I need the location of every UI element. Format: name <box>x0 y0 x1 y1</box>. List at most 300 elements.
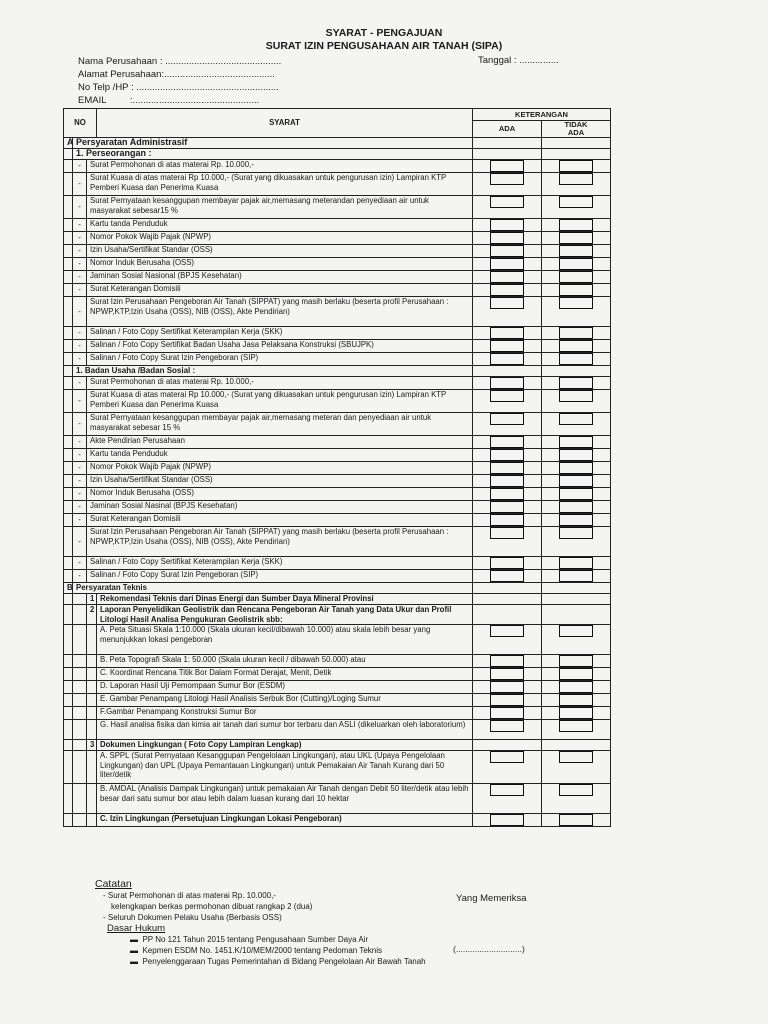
requirement-text: Laporan Penyelidikan Geolistrik dan Rencana Pengeboran Air Tanah yang Data Ukur dan Profil Litologi Hasil Analisa Pengukuran Geolistrik sbb: <box>97 605 473 625</box>
requirement-text: C. Koordinat Rencana Titik Bor Dalam Format Derajat, Menit, Detik <box>97 668 473 681</box>
cell-tidak-ada <box>541 327 610 340</box>
cell-tidak-ada <box>541 196 610 219</box>
checkbox-tidak-ada[interactable] <box>559 681 593 693</box>
requirement-text: Surat Permohonan di atas materai Rp. 10.000,- <box>87 377 473 390</box>
table-row <box>64 196 611 219</box>
checkbox-tidak-ada[interactable] <box>559 258 593 270</box>
checkbox-ada[interactable] <box>490 655 524 667</box>
table-row <box>64 475 611 488</box>
table-row <box>64 258 611 271</box>
checkbox-ada[interactable] <box>490 297 524 309</box>
checkbox-ada[interactable] <box>490 527 524 539</box>
row-dash: - <box>73 527 87 557</box>
law-item: ▬ PP No 121 Tahun 2015 tentang Pengusahaan Sumber Daya Air <box>130 935 369 944</box>
cell-tidak-ada <box>541 366 610 377</box>
checkbox-ada[interactable] <box>490 271 524 283</box>
checkbox-ada[interactable] <box>490 501 524 513</box>
cell-tidak-ada <box>541 462 610 475</box>
page-subtitle: SURAT IZIN PENGUSAHAAN AIR TANAH (SIPA) <box>265 40 503 52</box>
table-row <box>64 390 611 413</box>
row-dash: - <box>73 219 87 232</box>
cell-tidak-ada <box>541 219 610 232</box>
cell-ada <box>472 668 541 681</box>
checkbox-tidak-ada[interactable] <box>559 570 593 582</box>
cell-ada <box>472 327 541 340</box>
checkbox-tidak-ada[interactable] <box>559 514 593 526</box>
requirement-text: Surat Kuasa di atas materai Rp 10.000,- (Surat yang dikuasakan untuk pengurusan izin) Lampiran KTP Pemberi Kuasa dan Penerima Kuasa <box>87 173 473 196</box>
table-row <box>64 232 611 245</box>
catatan-text: Surat Permohonan di atas materai Rp. 10.000,- <box>107 891 276 900</box>
checkbox-ada[interactable] <box>490 196 524 208</box>
row-dash: - <box>73 514 87 527</box>
cell-tidak-ada <box>541 173 610 196</box>
table-row <box>64 557 611 570</box>
item-number: 1 <box>87 594 97 605</box>
catatan-heading: Catatan <box>95 878 132 890</box>
row-dash: - <box>73 160 87 173</box>
cell-ada <box>472 377 541 390</box>
table-row <box>64 668 611 681</box>
checkbox-tidak-ada[interactable] <box>559 271 593 283</box>
checkbox-ada[interactable] <box>490 625 524 637</box>
requirement-text: Surat Keterangan Domisili <box>87 284 473 297</box>
requirement-text: Kartu tanda Penduduk <box>87 219 473 232</box>
header-keterangan: KETERANGAN <box>472 109 610 121</box>
catatan-text: Seluruh Dokumen Pelaku Usaha (Berbasis OSS) <box>107 913 282 922</box>
requirement-text: Rekomendasi Teknis dari Dinas Energi dan Sumber Daya Mineral Provinsi <box>97 594 473 605</box>
row-dash: - <box>73 340 87 353</box>
checkbox-tidak-ada[interactable] <box>559 327 593 339</box>
law-text: Kepmen ESDM No. 1451.K/10/MEM/2000 tentang Pedoman Teknis <box>142 946 382 955</box>
table-row <box>64 501 611 514</box>
checkbox-tidak-ada[interactable] <box>559 284 593 296</box>
cell-tidak-ada <box>541 475 610 488</box>
cell-tidak-ada <box>541 625 610 655</box>
checkbox-tidak-ada[interactable] <box>559 720 593 732</box>
requirement-text: Dokumen Lingkungan ( Foto Copy Lampiran Lengkap) <box>97 740 473 751</box>
header-syarat: SYARAT <box>97 109 473 138</box>
table-row <box>64 655 611 668</box>
checkbox-ada[interactable] <box>490 449 524 461</box>
table-row <box>64 160 611 173</box>
checkbox-tidak-ada[interactable] <box>559 784 593 796</box>
cell-tidak-ada <box>541 740 610 751</box>
requirement-text: Salinan / Foto Copy Sertifikat Badan Usaha Jasa Pelaksana Konstruksi (SBUJPK) <box>87 340 473 353</box>
row-dash: - <box>73 436 87 449</box>
section-row-b <box>64 583 611 594</box>
row-dash: - <box>73 570 87 583</box>
requirement-text: Surat Pernyataan kesanggupan membayar pajak air,memasang meteran dan penyediaan air untuk masyarakat sebesar 15 % <box>87 413 473 436</box>
law-item: ▬ Kepmen ESDM No. 1451.K/10/MEM/2000 tentang Pedoman Teknis <box>130 946 382 955</box>
row-dash: - <box>73 196 87 219</box>
requirement-text: Izin Usaha/Sertifikat Standar (OSS) <box>87 245 473 258</box>
item-number: 2 <box>87 605 97 625</box>
cell-tidak-ada <box>541 138 610 149</box>
checkbox-tidak-ada[interactable] <box>559 694 593 706</box>
checkbox-tidak-ada[interactable] <box>559 219 593 231</box>
checkbox-tidak-ada[interactable] <box>559 557 593 569</box>
cell-ada <box>472 740 541 751</box>
checkbox-tidak-ada[interactable] <box>559 390 593 402</box>
checkbox-ada[interactable] <box>490 814 524 826</box>
group-row <box>64 149 611 160</box>
row-dash: - <box>73 377 87 390</box>
checkbox-ada[interactable] <box>490 219 524 231</box>
requirement-text: Salinan / Foto Copy Sertifikat Keterampilan Kerja (SKK) <box>87 557 473 570</box>
checkbox-ada[interactable] <box>490 413 524 425</box>
row-dash: - <box>73 488 87 501</box>
requirements-table <box>63 108 611 827</box>
checkbox-ada[interactable] <box>490 340 524 352</box>
row-dash: - <box>73 462 87 475</box>
row-dash: - <box>73 232 87 245</box>
section-row-a <box>64 138 611 149</box>
table-row <box>64 488 611 501</box>
checkbox-ada[interactable] <box>490 557 524 569</box>
table-row <box>64 271 611 284</box>
table-row <box>64 707 611 720</box>
cell-ada <box>472 655 541 668</box>
cell-ada <box>472 149 541 160</box>
cell-tidak-ada <box>541 668 610 681</box>
cell-ada <box>472 751 541 784</box>
checkbox-tidak-ada[interactable] <box>559 655 593 667</box>
cell-ada <box>472 462 541 475</box>
header-tidak-ada: TIDAK ADA <box>541 121 610 138</box>
cell-tidak-ada <box>541 681 610 694</box>
row-dash: - <box>73 475 87 488</box>
checkbox-ada[interactable] <box>490 327 524 339</box>
requirement-text: Surat Permohonan di atas materai Rp. 10.000,- <box>87 160 473 173</box>
row-dash: - <box>73 390 87 413</box>
cell-tidak-ada <box>541 390 610 413</box>
table-row <box>64 340 611 353</box>
cell-tidak-ada <box>541 694 610 707</box>
checkbox-ada[interactable] <box>490 488 524 500</box>
cell-ada <box>472 449 541 462</box>
requirement-text: Nomor Pokok Wajib Pajak (NPWP) <box>87 462 473 475</box>
cell-tidak-ada <box>541 707 610 720</box>
checkbox-ada[interactable] <box>490 694 524 706</box>
cell-tidak-ada <box>541 149 610 160</box>
cell-ada <box>472 570 541 583</box>
table-row <box>64 720 611 740</box>
checkbox-ada[interactable] <box>490 707 524 719</box>
checkbox-ada[interactable] <box>490 436 524 448</box>
table-row <box>64 462 611 475</box>
cell-tidak-ada <box>541 605 610 625</box>
dasar-hukum-heading: Dasar Hukum <box>107 923 166 934</box>
row-dash: - <box>73 449 87 462</box>
checkbox-tidak-ada[interactable] <box>559 413 593 425</box>
checkbox-tidak-ada[interactable] <box>559 173 593 185</box>
checkbox-ada[interactable] <box>490 173 524 185</box>
teknis-row <box>64 740 611 751</box>
page-title: SYARAT - PENGAJUAN <box>325 27 443 39</box>
table-row <box>64 694 611 707</box>
checkbox-ada[interactable] <box>490 784 524 796</box>
checkbox-ada[interactable] <box>490 377 524 389</box>
checkbox-ada[interactable] <box>490 668 524 680</box>
table-row <box>64 681 611 694</box>
cell-tidak-ada <box>541 449 610 462</box>
cell-tidak-ada <box>541 501 610 514</box>
requirement-text: Surat Keterangan Domisili <box>87 514 473 527</box>
law-text: Penyelenggaraan Tugas Pemerintahan di Bidang Pengelolaan Air Bawah Tanah <box>142 957 426 966</box>
row-dash: - <box>73 557 87 570</box>
cell-tidak-ada <box>541 258 610 271</box>
cell-tidak-ada <box>541 245 610 258</box>
cell-ada <box>472 720 541 740</box>
requirement-text: Jaminan Sosial Nasinal (BPJS Kesehatan) <box>87 501 473 514</box>
checkbox-tidak-ada[interactable] <box>559 196 593 208</box>
cell-ada <box>472 557 541 570</box>
table-row <box>64 751 611 784</box>
cell-ada <box>472 681 541 694</box>
checkbox-ada[interactable] <box>490 160 524 172</box>
table-row <box>64 814 611 827</box>
checkbox-tidak-ada[interactable] <box>559 475 593 487</box>
signature-line: (............................) <box>453 944 525 954</box>
info-no-telp: No Telp /HP : ...................................................... <box>78 82 279 93</box>
cell-tidak-ada <box>541 160 610 173</box>
table-row <box>64 449 611 462</box>
table-row <box>64 327 611 340</box>
cell-tidak-ada <box>541 413 610 436</box>
section-title: Persyaratan Teknis <box>73 583 473 594</box>
section-title: Persyaratan Administrasif <box>73 138 473 149</box>
row-dash: - <box>73 297 87 327</box>
cell-ada <box>472 814 541 827</box>
cell-ada <box>472 784 541 814</box>
requirement-text: D. Laporan Hasil Uji Pemompaan Sumur Bor (ESDM) <box>97 681 473 694</box>
requirement-text: Surat Izin Perusahaan Pengeboran Air Tanah (SIPPAT) yang masih berlaku (beserta profil Perusahaan : NPWP,KTP,Izin Usaha (OSS), NIB (OSS), Akte Pendirian) <box>87 297 473 327</box>
checkbox-ada[interactable] <box>490 514 524 526</box>
cell-ada <box>472 605 541 625</box>
cell-tidak-ada <box>541 353 610 366</box>
table-row <box>64 219 611 232</box>
table-row <box>64 570 611 583</box>
checkbox-tidak-ada[interactable] <box>559 377 593 389</box>
cell-ada <box>472 594 541 605</box>
table-row <box>64 245 611 258</box>
cell-ada <box>472 527 541 557</box>
table-row <box>64 514 611 527</box>
cell-ada <box>472 245 541 258</box>
row-dash: - <box>73 501 87 514</box>
requirement-text: A. Peta Situasi Skala 1:10.000 (Skala ukuran kecil/dibawah 10.000) atau skala lebih besar yang menunjukkan lokasi pengeboran <box>97 625 473 655</box>
cell-ada <box>472 413 541 436</box>
catatan-item: - Surat Permohonan di atas materai Rp. 10.000,- <box>103 891 276 900</box>
checkbox-ada[interactable] <box>490 720 524 732</box>
section-letter: B <box>64 583 73 594</box>
row-dash: - <box>73 413 87 436</box>
requirement-text: Salinan / Foto Copy Surat Izin Pengeboran (SIP) <box>87 353 473 366</box>
cell-ada <box>472 694 541 707</box>
cell-tidak-ada <box>541 514 610 527</box>
cell-ada <box>472 160 541 173</box>
requirement-text: Surat Kuasa di atas materai Rp 10.000,- (Surat yang dikuasakan untuk pengurusan izin) Lampiran KTP Pemberi Kuasa dan Penerima Kuasa <box>87 390 473 413</box>
checkbox-tidak-ada[interactable] <box>559 462 593 474</box>
checkbox-ada[interactable] <box>490 462 524 474</box>
item-number: 3 <box>87 740 97 751</box>
law-text: PP No 121 Tahun 2015 tentang Pengusahaan Sumber Daya Air <box>142 935 369 944</box>
cell-tidak-ada <box>541 436 610 449</box>
checkbox-ada[interactable] <box>490 245 524 257</box>
cell-ada <box>472 390 541 413</box>
cell-tidak-ada <box>541 814 610 827</box>
cell-ada <box>472 219 541 232</box>
section-letter: A <box>64 138 73 149</box>
table-row <box>64 436 611 449</box>
cell-ada <box>472 138 541 149</box>
cell-tidak-ada <box>541 583 610 594</box>
cell-ada <box>472 340 541 353</box>
row-dash: - <box>73 284 87 297</box>
checkbox-ada[interactable] <box>490 353 524 365</box>
cell-ada <box>472 475 541 488</box>
checkbox-ada[interactable] <box>490 570 524 582</box>
cell-ada <box>472 488 541 501</box>
cell-ada <box>472 284 541 297</box>
checkbox-tidak-ada[interactable] <box>559 625 593 637</box>
checkbox-tidak-ada[interactable] <box>559 449 593 461</box>
cell-ada <box>472 258 541 271</box>
cell-tidak-ada <box>541 784 610 814</box>
cell-ada <box>472 583 541 594</box>
checkbox-ada[interactable] <box>490 475 524 487</box>
row-dash: - <box>73 258 87 271</box>
requirement-text: Nomor Induk Berusaha (OSS) <box>87 258 473 271</box>
cell-tidak-ada <box>541 284 610 297</box>
cell-tidak-ada <box>541 488 610 501</box>
cell-ada <box>472 514 541 527</box>
requirement-text: Surat Izin Perusahaan Pengeboran Air Tanah (SIPPAT) yang masih berlaku (beserta profil Perusahaan : NPWP,KTP,Izin Usaha (OSS), NIB (OSS), Akte Pendirian) <box>87 527 473 557</box>
teknis-row <box>64 605 611 625</box>
requirement-text: Akte Pendirian Perusahaan <box>87 436 473 449</box>
requirement-text: B. Peta Topografi Skala 1: 50.000 (Skala ukuran kecil / dibawah 50.000) atau <box>97 655 473 668</box>
row-dash: - <box>73 245 87 258</box>
checkbox-ada[interactable] <box>490 751 524 763</box>
cell-tidak-ada <box>541 527 610 557</box>
table-row <box>64 784 611 814</box>
requirements-table-body <box>64 109 611 827</box>
table-row <box>64 413 611 436</box>
checkbox-tidak-ada[interactable] <box>559 527 593 539</box>
info-nama-perusahaan: Nama Perusahaan : ............................................ <box>78 56 282 67</box>
checkbox-tidak-ada[interactable] <box>559 814 593 826</box>
requirement-text: A. SPPL (Surat Pernyataan Kesanggupan Pengelolaan Lingkungan), atau UKL (Upaya Pengelolaan Lingkungan) dan UPL (Upaya Pemantauan Lingkungan) untuk Pemakaian Air Tanah Kurang dari 50 liter/detik <box>97 751 473 784</box>
cell-ada <box>472 353 541 366</box>
cell-ada <box>472 436 541 449</box>
cell-ada <box>472 232 541 245</box>
cell-tidak-ada <box>541 720 610 740</box>
checkbox-tidak-ada[interactable] <box>559 232 593 244</box>
requirement-text: Izin Usaha/Sertifikat Standar (OSS) <box>87 475 473 488</box>
cell-ada <box>472 366 541 377</box>
catatan-item: - Seluruh Dokumen Pelaku Usaha (Berbasis OSS) <box>103 913 282 922</box>
requirement-text: E. Gambar Penampang Litologi Hasil Analisis Serbuk Bor (Cutting)/Loging Sumur <box>97 694 473 707</box>
table-row <box>64 284 611 297</box>
table-row <box>64 527 611 557</box>
checkbox-ada[interactable] <box>490 258 524 270</box>
table-row <box>64 297 611 327</box>
group-row <box>64 366 611 377</box>
header-no: NO <box>64 109 97 138</box>
requirement-text: Salinan / Foto Copy Surat Izin Pengeboran (SIP) <box>87 570 473 583</box>
group-title: 1. Badan Usaha /Badan Sosial : <box>73 366 473 377</box>
yang-memeriksa-label: Yang Memeriksa <box>456 893 527 904</box>
cell-ada <box>472 173 541 196</box>
requirement-text: Kartu tanda Penduduk <box>87 449 473 462</box>
catatan-text: kelengkapan berkas permohonan dibuat rangkap 2 (dua) <box>111 902 313 911</box>
table-row <box>64 353 611 366</box>
checkbox-tidak-ada[interactable] <box>559 245 593 257</box>
cell-tidak-ada <box>541 297 610 327</box>
checkbox-tidak-ada[interactable] <box>559 668 593 680</box>
checkbox-tidak-ada[interactable] <box>559 340 593 352</box>
info-email: EMAIL :................................................ <box>78 95 260 106</box>
checkbox-tidak-ada[interactable] <box>559 353 593 365</box>
header-ada: ADA <box>472 121 541 138</box>
checkbox-ada[interactable] <box>490 390 524 402</box>
info-alamat-perusahaan: Alamat Perusahaan:.......................................... <box>78 69 275 80</box>
cell-tidak-ada <box>541 751 610 784</box>
cell-ada <box>472 625 541 655</box>
cell-tidak-ada <box>541 232 610 245</box>
checkbox-ada[interactable] <box>490 232 524 244</box>
requirement-text: Jaminan Sosial Nasional (BPJS Kesehatan) <box>87 271 473 284</box>
checkbox-tidak-ada[interactable] <box>559 297 593 309</box>
requirement-text: Surat Pernyataan kesanggupan membayar pajak air,memasang meterandan penyediaan air untuk masyarakat sebesar15 % <box>87 196 473 219</box>
cell-ada <box>472 196 541 219</box>
cell-tidak-ada <box>541 557 610 570</box>
requirement-text: F.Gambar Penampang Konstruksi Sumur Bor <box>97 707 473 720</box>
checkbox-tidak-ada[interactable] <box>559 501 593 513</box>
checkbox-tidak-ada[interactable] <box>559 488 593 500</box>
requirement-text: Nomor Pokok Wajib Pajak (NPWP) <box>87 232 473 245</box>
table-row <box>64 173 611 196</box>
checkbox-ada[interactable] <box>490 681 524 693</box>
requirement-text: C. Izin Lingkungan (Persetujuan Lingkungan Lokasi Pengeboran) <box>97 814 473 827</box>
group-title: 1. Perseorangan : <box>73 149 473 160</box>
checkbox-tidak-ada[interactable] <box>559 707 593 719</box>
row-dash: - <box>73 353 87 366</box>
table-header-row <box>64 109 611 121</box>
checkbox-tidak-ada[interactable] <box>559 751 593 763</box>
info-tanggal: Tanggal : ............... <box>478 55 559 66</box>
cell-tidak-ada <box>541 377 610 390</box>
teknis-row <box>64 594 611 605</box>
row-dash: - <box>73 271 87 284</box>
requirement-text: G. Hasil analisa fisika dan kimia air tanah dari sumur bor terbaru dan ASLI (dikeluarkan oleh laboratorium) <box>97 720 473 740</box>
row-dash: - <box>73 173 87 196</box>
cell-ada <box>472 271 541 284</box>
checkbox-ada[interactable] <box>490 284 524 296</box>
cell-ada <box>472 297 541 327</box>
requirement-text: Nomor Induk Berusaha (OSS) <box>87 488 473 501</box>
cell-ada <box>472 707 541 720</box>
row-dash: - <box>73 327 87 340</box>
checkbox-tidak-ada[interactable] <box>559 160 593 172</box>
cell-tidak-ada <box>541 594 610 605</box>
cell-tidak-ada <box>541 340 610 353</box>
cell-tidak-ada <box>541 570 610 583</box>
checkbox-tidak-ada[interactable] <box>559 436 593 448</box>
requirement-text: Salinan / Foto Copy Sertifikat Keterampilan Kerja (SKK) <box>87 327 473 340</box>
cell-tidak-ada <box>541 271 610 284</box>
cell-tidak-ada <box>541 655 610 668</box>
